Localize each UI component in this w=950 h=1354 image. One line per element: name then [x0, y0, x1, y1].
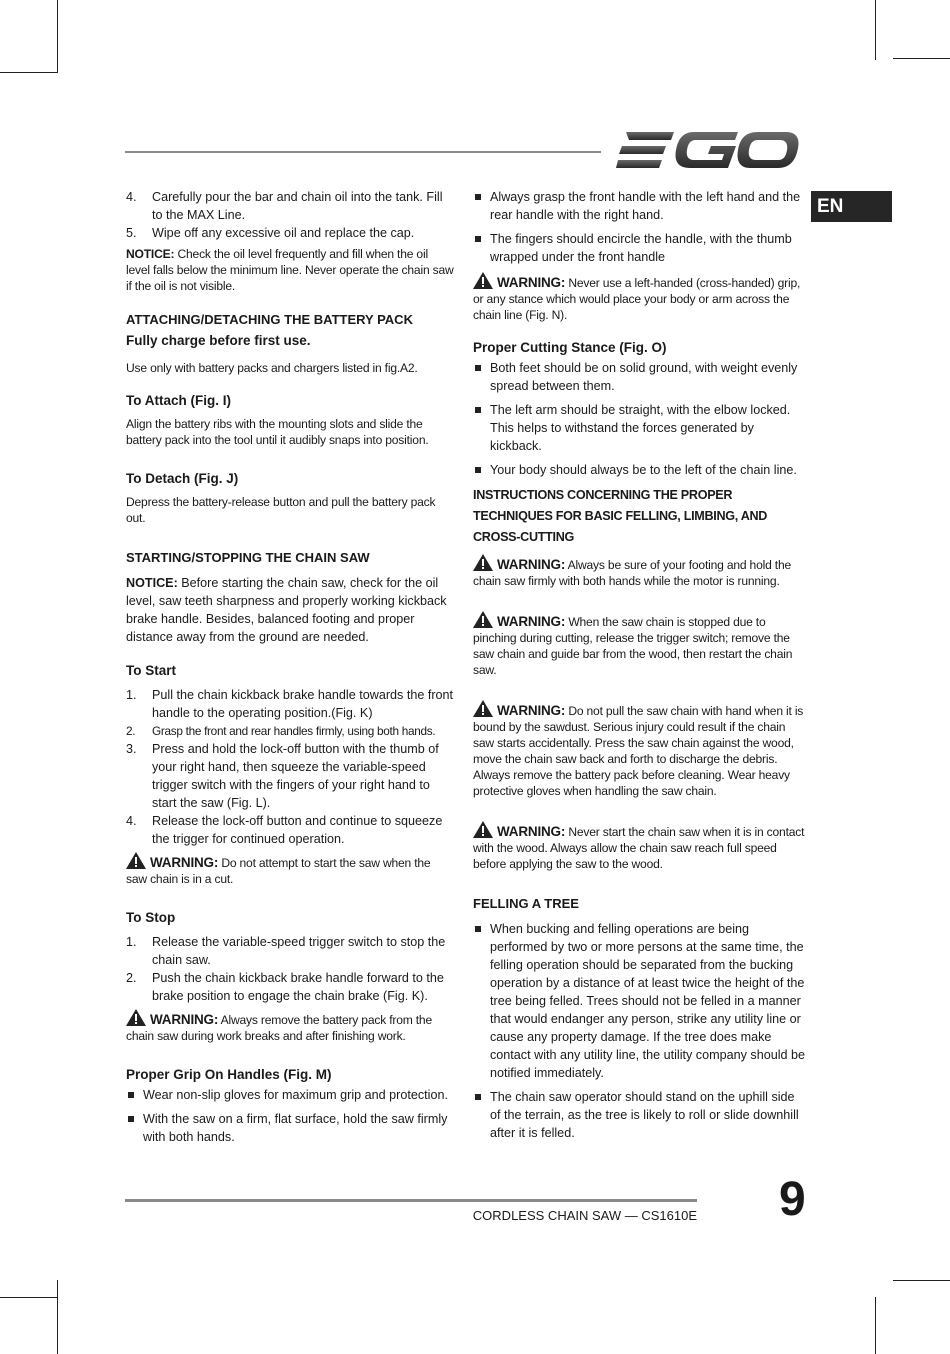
- bullet-icon: [475, 194, 481, 200]
- detach-heading: To Detach (Fig. J): [126, 471, 239, 486]
- warning-grip: WARNING: Never use a left-handed (cross-handed) grip, or any stance which would place your body or arm across the chain line (Fig. N).: [473, 272, 805, 323]
- list-item: 2. Push the chain kickback brake handle forward to the brake position to engage the chain brake (Fig. K).: [126, 971, 444, 1003]
- bullet-icon: [128, 1092, 134, 1098]
- left-column: [126, 188, 454, 1152]
- battery-heading: ATTACHING/DETACHING THE BATTERY PACK: [126, 312, 413, 327]
- list-item: The fingers should encircle the handle, with the thumb wrapped under the front handle: [473, 230, 805, 266]
- bullet-icon: [128, 1116, 134, 1122]
- warning-icon: [473, 700, 493, 717]
- stance-heading: Proper Cutting Stance (Fig. O): [473, 340, 667, 355]
- warning-icon: [473, 272, 493, 289]
- to-start-heading: To Start: [126, 663, 176, 678]
- warning-stop: WARNING: Always remove the battery pack from the chain saw during work breaks and after finishing work.: [126, 1009, 454, 1044]
- oil-steps-list: [126, 188, 454, 242]
- techniques-heading: INSTRUCTIONS CONCERNING THE PROPER TECHNIQUES FOR BASIC FELLING, LIMBING, AND CROSS-CUTTING: [473, 488, 768, 544]
- crop-mark: [875, 0, 876, 60]
- list-item: Your body should always be to the left of the chain line.: [473, 461, 805, 479]
- to-stop-steps: [126, 933, 454, 1005]
- grip-bullets-continued: [473, 188, 805, 266]
- list-item: Wear non-slip gloves for maximum grip and protection.: [126, 1086, 454, 1104]
- crop-mark: [57, 1280, 58, 1354]
- battery-use-text: Use only with battery packs and chargers listed in fig.A2.: [126, 361, 418, 375]
- warning-icon: [473, 821, 493, 838]
- list-item: The left arm should be straight, with the elbow locked. This helps to withstand the forces generated by kickback.: [473, 401, 805, 455]
- header-rule: [125, 151, 601, 153]
- list-item: With the saw on a firm, flat surface, hold the saw firmly with both hands.: [126, 1110, 454, 1146]
- warning-icon: [473, 554, 493, 571]
- list-item: 5. Wipe off any excessive oil and replace the cap.: [126, 226, 415, 240]
- to-start-steps: [126, 686, 454, 848]
- right-column: [473, 188, 805, 1148]
- warning-icon: [473, 611, 493, 628]
- list-item: 4. Release the lock-off button and continue to squeeze the trigger for continued operation.: [126, 814, 443, 846]
- footer-title: CORDLESS CHAIN SAW — CS1610E: [472, 1208, 697, 1223]
- list-item: 3. Press and hold the lock-off button with the thumb of your right hand, then squeeze the variable-speed trigger switch with the fingers of your right hand to start the saw (Fig. L).: [126, 742, 439, 810]
- starting-heading: STARTING/STOPPING THE CHAIN SAW: [126, 550, 370, 565]
- attach-heading: To Attach (Fig. I): [126, 393, 231, 408]
- grip-heading: Proper Grip On Handles (Fig. M): [126, 1067, 332, 1082]
- list-item: Always grasp the front handle with the left hand and the rear handle with the right hand.: [473, 188, 805, 224]
- to-stop-heading: To Stop: [126, 910, 176, 925]
- bullet-icon: [475, 236, 481, 242]
- crop-mark: [0, 1297, 57, 1298]
- crop-mark: [57, 0, 58, 73]
- warning-icon: [126, 852, 146, 869]
- warning-pinching: WARNING: When the saw chain is stopped due to pinching during cutting, release the trigger switch; remove the saw chain and guide bar from the wood, then restart the chain saw.: [473, 611, 805, 678]
- felling-bullets: [473, 920, 805, 1142]
- list-item: 1. Release the variable-speed trigger switch to stop the chain saw.: [126, 935, 446, 967]
- ego-logo: [616, 128, 800, 177]
- list-item: 4. Carefully pour the bar and chain oil into the tank. Fill to the MAX Line.: [126, 190, 443, 222]
- crop-mark: [0, 72, 57, 73]
- list-item: 2. Grasp the front and rear handles firmly, using both hands.: [126, 724, 436, 738]
- grip-bullets: [126, 1086, 454, 1146]
- footer-rule: [125, 1199, 697, 1202]
- language-tab: EN: [811, 191, 892, 222]
- bullet-icon: [475, 467, 481, 473]
- detach-text: Depress the battery-release button and pull the battery pack out.: [126, 495, 436, 525]
- list-item: Both feet should be on solid ground, with weight evenly spread between them.: [473, 359, 805, 395]
- bullet-icon: [475, 407, 481, 413]
- bullet-icon: [475, 1094, 481, 1100]
- list-item: When bucking and felling operations are being performed by two or more persons at the same time, the felling operation should be separated from the bucking operation by a distance of at least twice the height of the tree being felled. Trees should not be felled in a manner that would endanger any person, strike any utility line or cause any property damage. If the tree does make contact with any utility line, the utility company should be notified immediately.: [473, 920, 805, 1082]
- list-item: The chain saw operator should stand on the uphill side of the terrain, as the tree is likely to roll or slide downhill after it is felled.: [473, 1088, 805, 1142]
- crop-mark: [893, 1280, 950, 1281]
- bullet-icon: [475, 365, 481, 371]
- stance-bullets: [473, 359, 805, 479]
- battery-subheading: Fully charge before first use.: [126, 333, 311, 348]
- warning-icon: [126, 1009, 146, 1026]
- warning-sawdust: WARNING: Do not pull the saw chain with hand when it is bound by the sawdust. Serious injury could result if the chain saw starts accidentally. Press the saw chain against the wood, move the chain saw back and forth to discharge the debris. Always remove the battery pack before cleaning. Wear heavy protective gloves when handling the saw chain.: [473, 700, 805, 799]
- crop-mark: [875, 1297, 876, 1354]
- attach-text: Align the battery ribs with the mounting slots and slide the battery pack into the tool until it audibly snaps into position.: [126, 417, 429, 447]
- bullet-icon: [475, 926, 481, 932]
- warning-footing: WARNING: Always be sure of your footing and hold the chain saw firmly with both hands while the motor is running.: [473, 554, 805, 589]
- crop-mark: [893, 58, 950, 59]
- list-item: 1. Pull the chain kickback brake handle towards the front handle to the operating position.(Fig. K): [126, 688, 454, 720]
- notice-starting: NOTICE: Before starting the chain saw, check for the oil level, saw teeth sharpness and properly working kickback brake handle. Besides, balanced footing and proper distance away from the ground are needed.: [126, 576, 447, 644]
- page-number: 9: [779, 1173, 806, 1226]
- warning-contact: WARNING: Never start the chain saw when it is in contact with the wood. Always allow the chain saw reach full speed before applying the saw to the wood.: [473, 821, 805, 872]
- felling-heading: FELLING A TREE: [473, 896, 579, 911]
- warning-start: WARNING: Do not attempt to start the saw when the saw chain is in a cut.: [126, 852, 454, 887]
- notice-oil: NOTICE: Check the oil level frequently and fill when the oil level falls below the minimum line. Never operate the chain saw if the oil is not visible.: [126, 247, 454, 293]
